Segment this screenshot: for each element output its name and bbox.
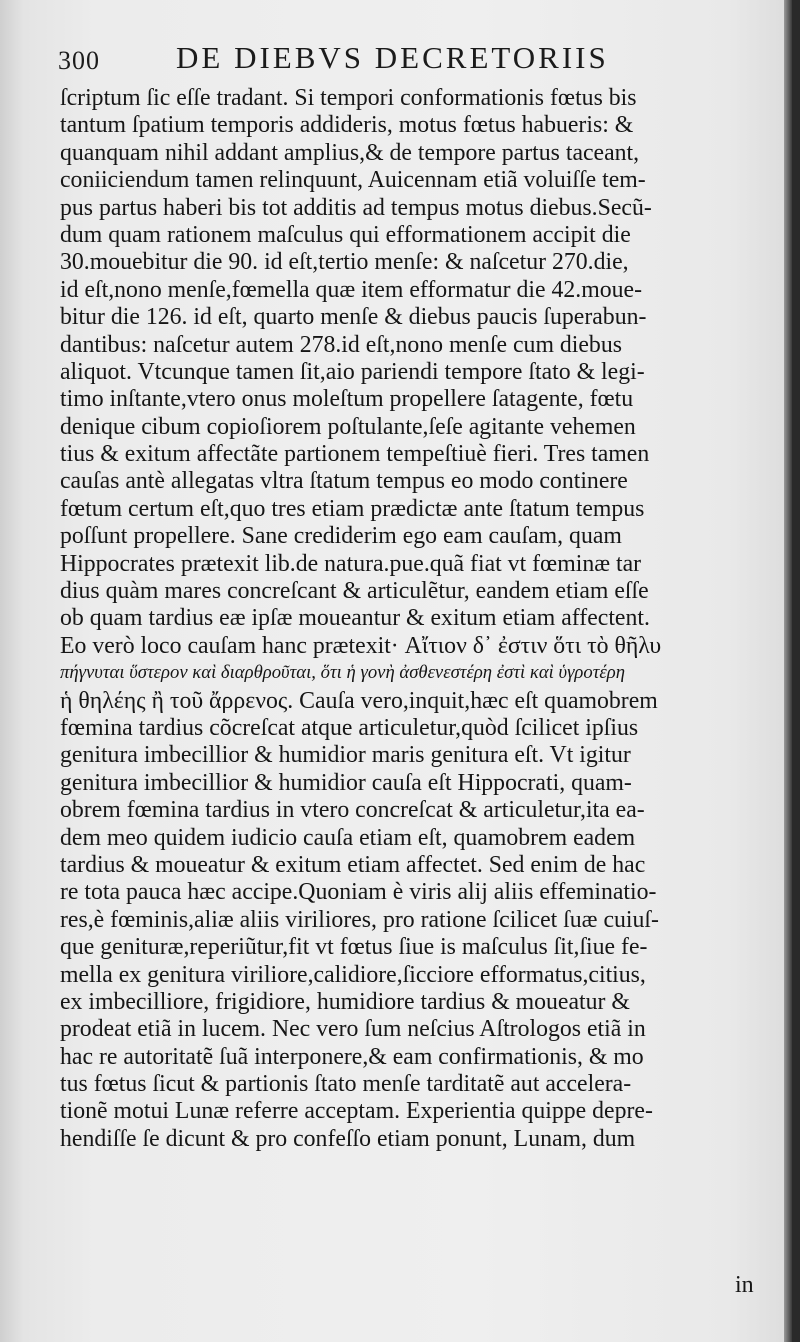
- text-line: re tota pauca hæc accipe.Quoniam è viris alij aliis effeminatio-: [60, 878, 657, 906]
- text-line: dem meo quidem iudicio cauſa etiam eſt, quamobrem eadem: [60, 823, 636, 851]
- text-line: dius quàm mares concreſcant & articulẽtur, eandem etiam eſſe: [60, 577, 649, 605]
- text-line: aliquot. Vtcunque tamen ſit,aio pariendi tempore ſtato & legi-: [60, 357, 645, 385]
- text-line: dum quam rationem maſculus qui efformationem accipit die: [60, 220, 631, 248]
- text-line: fœtum certum eſt,quo tres etiam prædictæ ante ſtatum tempus: [60, 494, 645, 522]
- text-line: tionẽ motui Lunæ referre acceptam. Experientia quippe depre-: [60, 1097, 653, 1125]
- text-line: id eſt,nono menſe,fœmella quæ item efformatur die 42.moue-: [60, 275, 642, 303]
- body-text: [60, 84, 772, 1152]
- text-line: Eo verò loco cauſam hanc prætexit· Αἴτιον δ᾽ ἐστιν ὅτι τὸ θῆλυ: [60, 631, 662, 659]
- text-line: timo inſtante,vtero onus moleſtum propellere ſatagente, fœtu: [60, 385, 634, 413]
- text-line: bitur die 126. id eſt, quarto menſe & diebus paucis ſuperabun-: [60, 303, 647, 331]
- text-line: tardius & moueatur & exitum etiam affectet. Sed enim de hac: [60, 850, 646, 878]
- text-line: obrem fœmina tardius in vtero concreſcat & articuletur,ita ea-: [60, 796, 645, 824]
- text-line: hendiſſe ſe dicunt & pro confeſſo etiam ponunt, Lunam, dum: [60, 1124, 636, 1152]
- text-line: fœmina tardius cõcreſcat atque articuletur,quòd ſcilicet ipſius: [60, 713, 639, 741]
- text-line: que genituræ,reperiũtur,fit vt fœtus ſiue is maſculus ſit,ſiue fe-: [60, 933, 648, 961]
- text-line: ob quam tardius eæ ipſæ moueantur & exitum etiam affectent.: [60, 604, 650, 632]
- text-line: tius & exitum affectãte partionem tempeſtiuè fieri. Tres tamen: [60, 440, 650, 468]
- text-line: hac re autoritatẽ ſuã interponere,& eam confirmationis, & mo: [60, 1042, 644, 1070]
- running-title: DE DIEBVS DECRETORIIS: [176, 40, 609, 75]
- text-line: ἡ θηλέης ἢ τοῦ ἄρρενος. Cauſa vero,inquit,hæc eſt quamobrem: [60, 686, 658, 714]
- text-line: πήγνυται ὕστερον καὶ διαρθροῦται, ὅτι ἡ γονὴ ἀσθενεστέρη ἐστὶ καὶ ὑγροτέρη: [60, 662, 626, 684]
- catchword: in: [735, 1272, 754, 1298]
- text-line: tus fœtus ſicut & partionis ſtato menſe tarditatẽ aut accelera-: [60, 1070, 632, 1098]
- text-line: ex imbecilliore, frigidiore, humidiore tardius & moueatur &: [60, 987, 630, 1015]
- page-edge: [784, 0, 792, 1342]
- page-number: 300: [58, 46, 100, 75]
- text-line: Hippocrates prætexit lib.de natura.pue.quã fiat vt fœminæ tar: [60, 549, 642, 577]
- text-line: prodeat etiã in lucem. Nec vero ſum neſcius Aſtrologos etiã in: [60, 1015, 646, 1043]
- text-line: genitura imbecillior & humidior maris genitura eſt. Vt igitur: [60, 741, 631, 769]
- text-line: mella ex genitura viriliore,calidiore,ſicciore efformatus,citius,: [60, 960, 646, 988]
- text-line: quanquam nihil addant amplius,& de tempore partus taceant,: [60, 138, 640, 166]
- text-line: coniiciendum tamen relinquunt, Auicennam etiã voluiſſe tem-: [60, 166, 646, 194]
- text-line: dantibus: naſcetur autem 278.id eſt,nono menſe cum diebus: [60, 330, 622, 358]
- text-line: cauſas antè allegatas vltra ſtatum tempus eo modo continere: [60, 467, 628, 495]
- page-header: [58, 40, 758, 84]
- text-line: pus partus haberi bis tot additis ad tempus motus diebus.Secũ-: [60, 193, 652, 221]
- text-line: res,è fœminis,aliæ aliis viriliores, pro ratione ſcilicet ſuæ cuiuſ-: [60, 905, 659, 933]
- text-line: denique cibum copioſiorem poſtulante,ſeſe agitante vehemen: [60, 412, 636, 440]
- text-line: tantum ſpatium temporis addideris, motus fœtus habueris: &: [60, 111, 634, 139]
- text-line: 30.mouebitur die 90. id eſt,tertio menſe: & naſcetur 270.die,: [60, 248, 629, 276]
- text-line: genitura imbecillior & humidior cauſa eſt Hippocrati, quam-: [60, 768, 632, 796]
- text-line: poſſunt propellere. Sane crediderim ego eam cauſam, quam: [60, 522, 622, 550]
- text-line: ſcriptum ſic eſſe tradant. Si tempori conformationis fœtus bis: [60, 84, 637, 111]
